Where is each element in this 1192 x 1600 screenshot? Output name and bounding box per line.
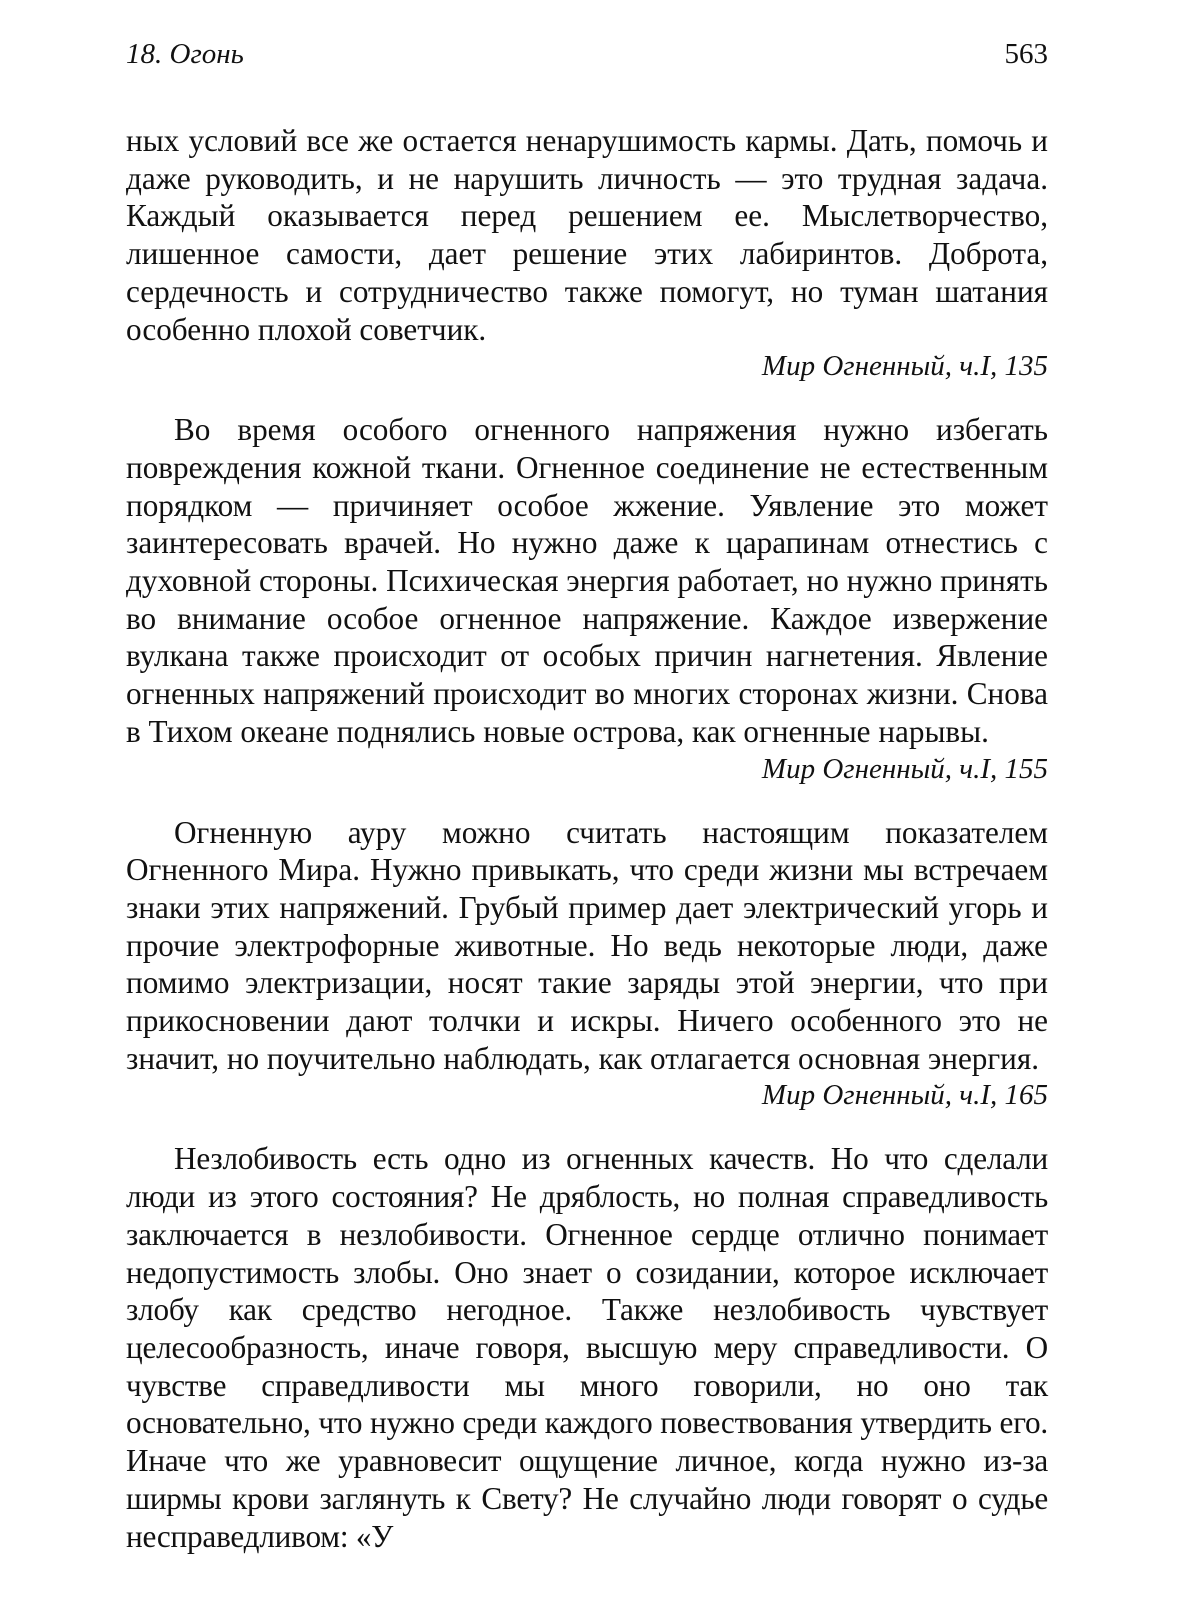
- paragraph: ных условий все же остается ненарушимость кармы. Дать, помочь и даже руководить, и не нарушить личность — это трудная задача. Каждый оказывается перед решением ее. Мыслетворчество, лишенное самости, дает решение этих лабиринтов. Доброта, сердечность и сотрудничество также помогут, но туман шатания особенно плохой советчик.: [126, 123, 1048, 347]
- paragraph: Во время особого огненного напряжения нужно избегать повреждения кожной ткани. Огненное соединение не естественным порядком — причиняет особое жжение. Уявление это может заинтересовать врачей. Но нужно даже к царапинам отнестись с духовной стороны. Психическая энергия работает, но нужно принять во внимание особое огненное напряжение. Каждое извержение вулкана также происходит от особых причин нагнетения. Явление огненных напряжений происходит во многих сторонах жизни. Снова в Тихом океане поднялись новые острова, как огненные нарывы.: [126, 412, 1048, 749]
- source-citation: Мир Огненный, ч.I, 135: [761, 350, 1048, 383]
- page-header: [126, 38, 1048, 86]
- source-citation: Мир Огненный, ч.I, 165: [761, 1079, 1048, 1112]
- paragraph: Огненную ауру можно считать настоящим показателем Огненного Мира. Нужно привыкать, что среди жизни мы встречаем знаки этих напряжений. Грубый пример дает электрический угорь и прочие электрофорные животные. Но ведь некоторые люди, даже помимо электризации, носят такие заряды этой энергии, что при прикосновении дают толчки и искры. Ничего особенного это не значит, но поучительно наблюдать, как отлагается основная энергия.: [126, 814, 1048, 1076]
- book-page: [126, 38, 1048, 1555]
- chapter-title: 18. Огонь: [126, 38, 244, 70]
- page-body: [126, 122, 1048, 1555]
- source-citation: Мир Огненный, ч.I, 155: [761, 752, 1048, 785]
- paragraph: Незлобивость есть одно из огненных качеств. Но что сделали люди из этого состояния? Не дряблость, но полная справедливость заключается в незлобивости. Огненное сердце отлично понимает недопустимость злобы. Оно знает о созидании, которое исключает злобу как средство негодное. Также незлобивость чувствует целесообразность, иначе говоря, высшую меру справедливости. О чувстве справедливости мы много говорили, но оно так основательно, что нужно среди каждого повествования утвердить его. Иначе что же уравновесит ощущение личное, когда нужно из-за ширмы крови заглянуть к Свету? Не случайно люди говорят о судье несправедливом: «У: [126, 1141, 1048, 1554]
- page-number: 563: [1004, 38, 1048, 70]
